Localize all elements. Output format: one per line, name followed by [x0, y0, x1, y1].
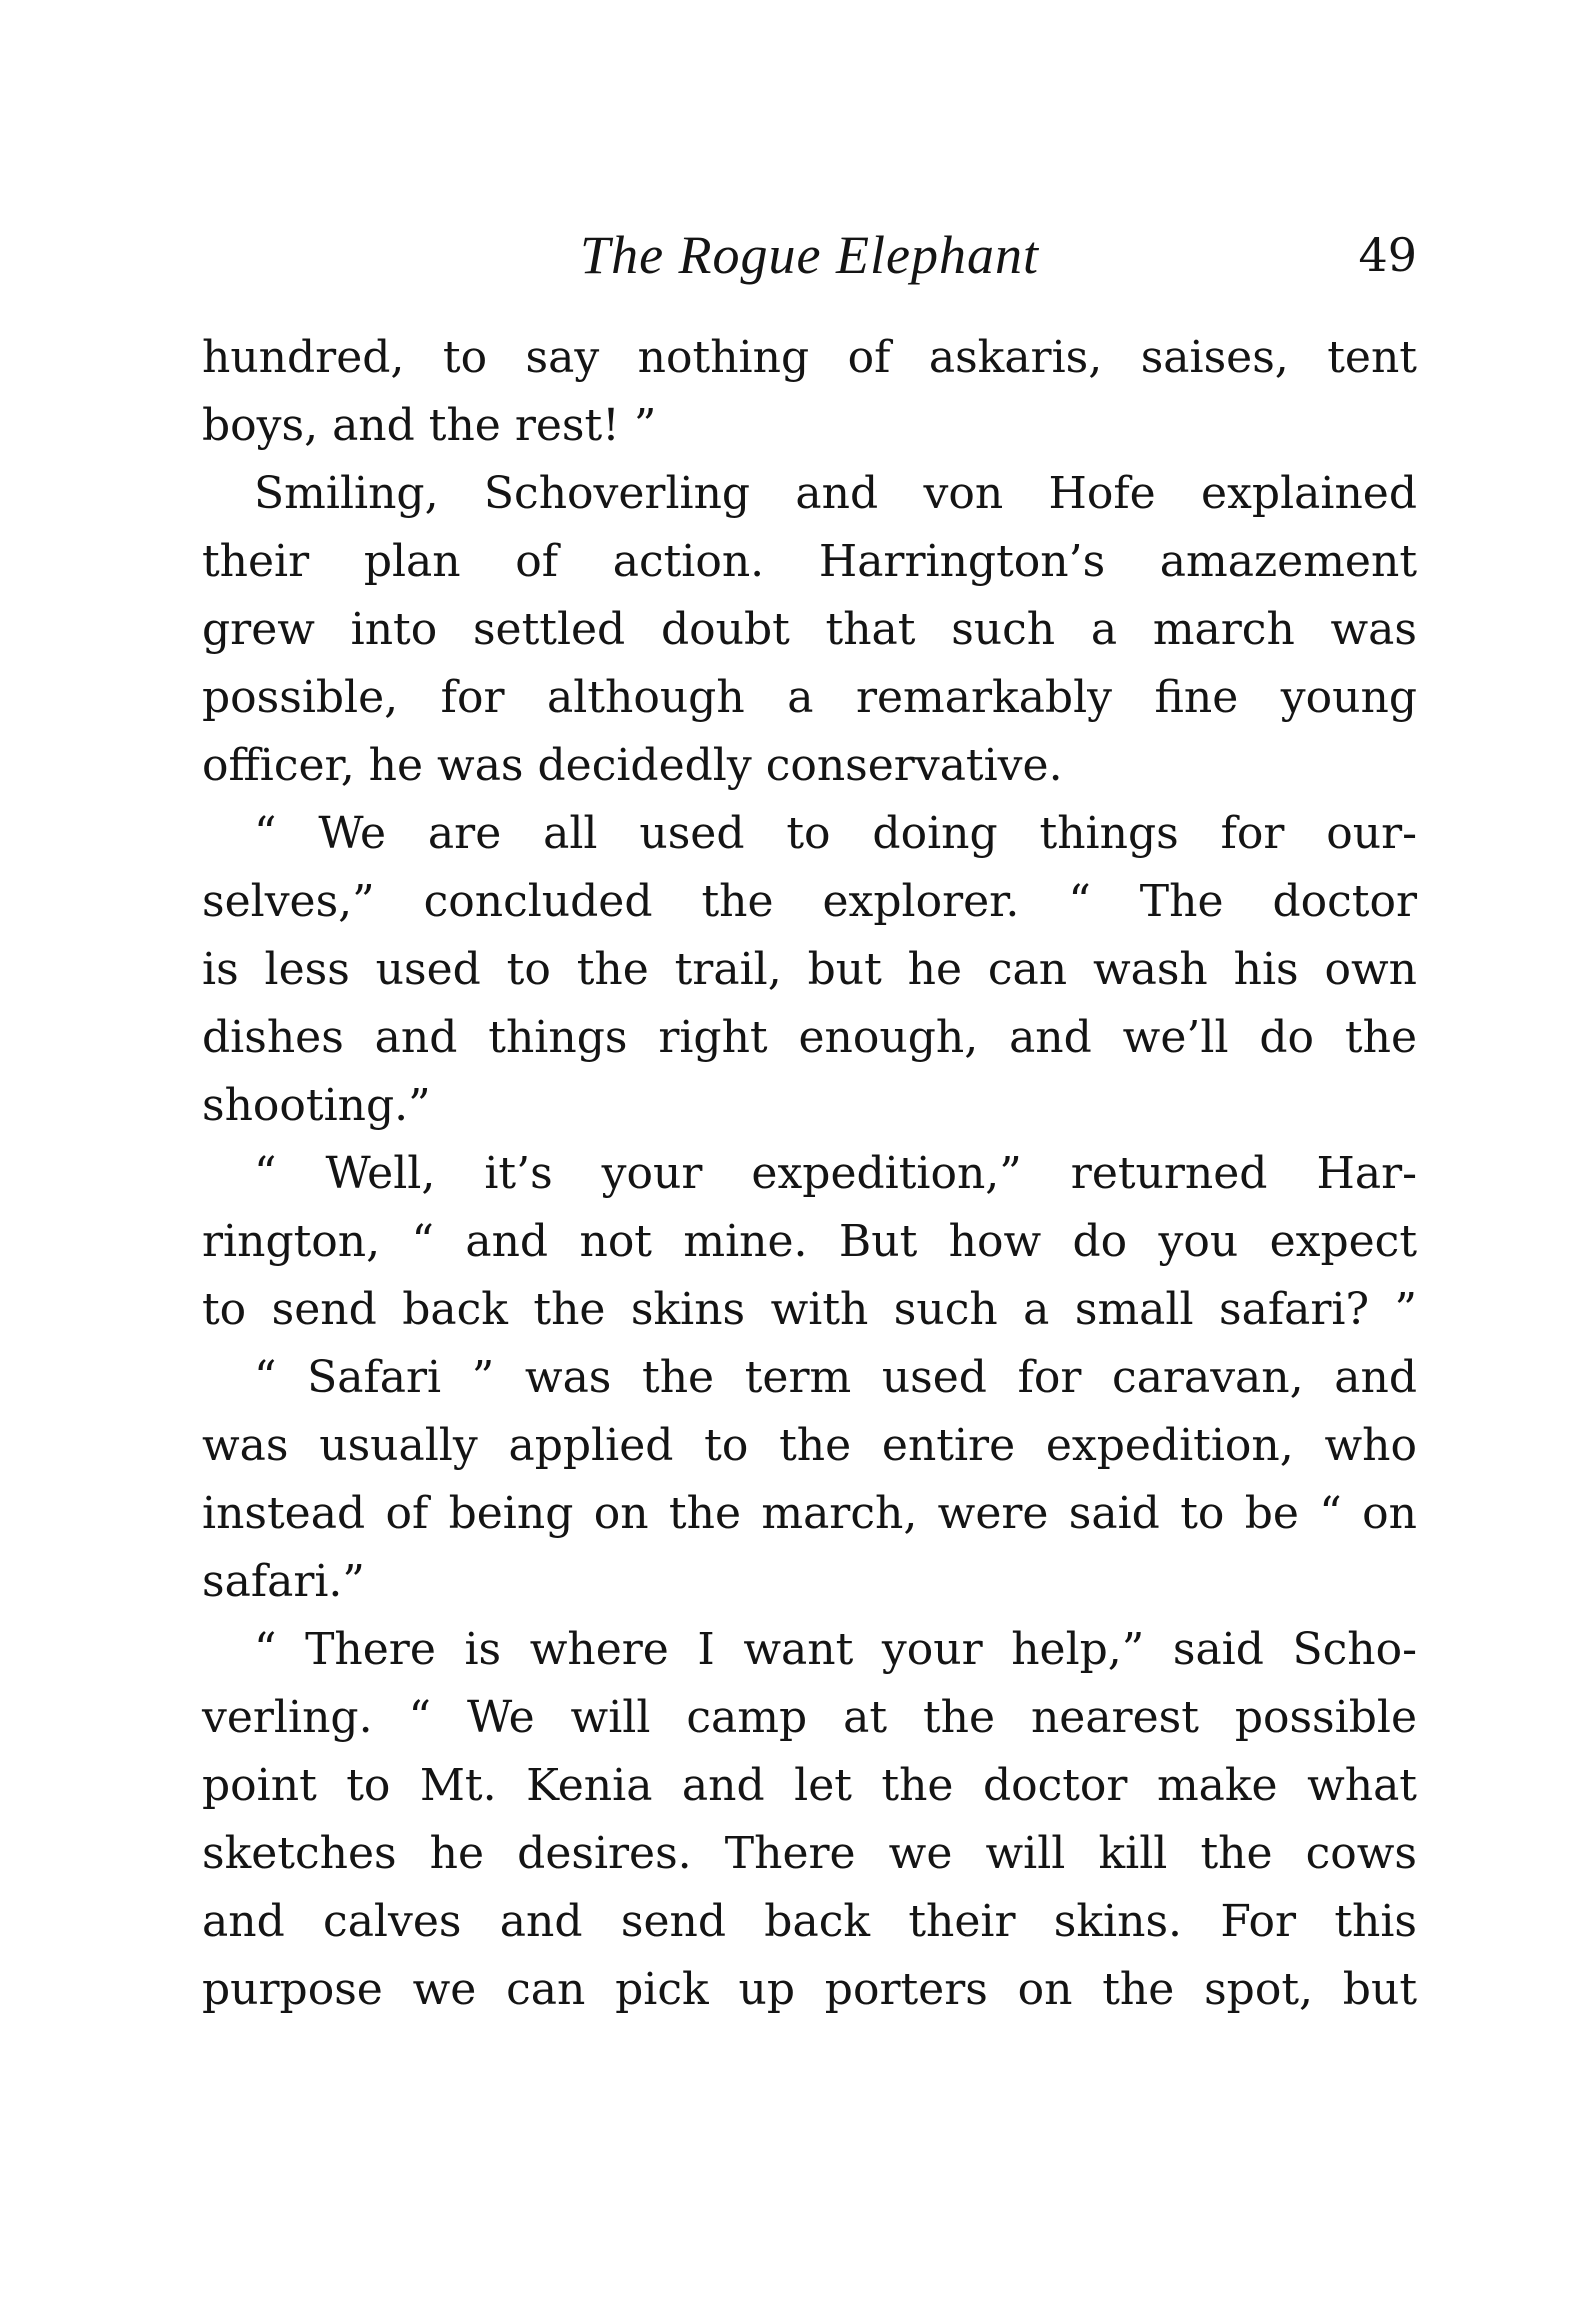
body-text — [202, 324, 1417, 2024]
running-title: The Rogue Elephant — [580, 225, 1039, 285]
text-line: verling. “ We will camp at the nearest possible — [202, 1692, 1417, 1743]
text-line: rington, “ and not mine. But how do you expect — [202, 1216, 1417, 1267]
text-line: selves,” concluded the explorer. “ The doctor — [202, 876, 1417, 927]
running-head — [202, 215, 1417, 295]
text-line: “ Safari ” was the term used for caravan, and — [254, 1352, 1417, 1403]
text-line: “ We are all used to doing things for our- — [254, 808, 1417, 859]
text-line: and calves and send back their skins. For this — [202, 1896, 1417, 1947]
page-number: 49 — [1358, 228, 1417, 282]
text-line: “ There is where I want your help,” said Scho- — [254, 1624, 1417, 1675]
text-line: is less used to the trail, but he can wash his own — [202, 944, 1417, 995]
text-line: shooting.” — [202, 1080, 431, 1131]
text-line: purpose we can pick up porters on the spot, but — [202, 1964, 1417, 2015]
text-line: Smiling, Schoverling and von Hofe explained — [254, 468, 1417, 519]
text-line: to send back the skins with such a small safari? ” — [202, 1284, 1417, 1335]
text-line: grew into settled doubt that such a march was — [202, 604, 1417, 655]
text-line: instead of being on the march, were said to be “ on — [202, 1488, 1417, 1539]
text-line: sketches he desires. There we will kill the cows — [202, 1828, 1417, 1879]
text-line: possible, for although a remarkably fine young — [202, 672, 1417, 723]
text-line: was usually applied to the entire expedition, who — [202, 1420, 1417, 1471]
text-line: hundred, to say nothing of askaris, saises, tent — [202, 332, 1417, 383]
text-line: officer, he was decidedly conservative. — [202, 740, 1063, 791]
text-line: “ Well, it’s your expedition,” returned Har- — [254, 1148, 1417, 1199]
text-line: point to Mt. Kenia and let the doctor make what — [202, 1760, 1417, 1811]
text-line: safari.” — [202, 1556, 365, 1607]
text-line: their plan of action. Harrington’s amazement — [202, 536, 1417, 587]
text-line: boys, and the rest! ” — [202, 400, 657, 451]
text-line: dishes and things right enough, and we’ll do the — [202, 1012, 1417, 1063]
